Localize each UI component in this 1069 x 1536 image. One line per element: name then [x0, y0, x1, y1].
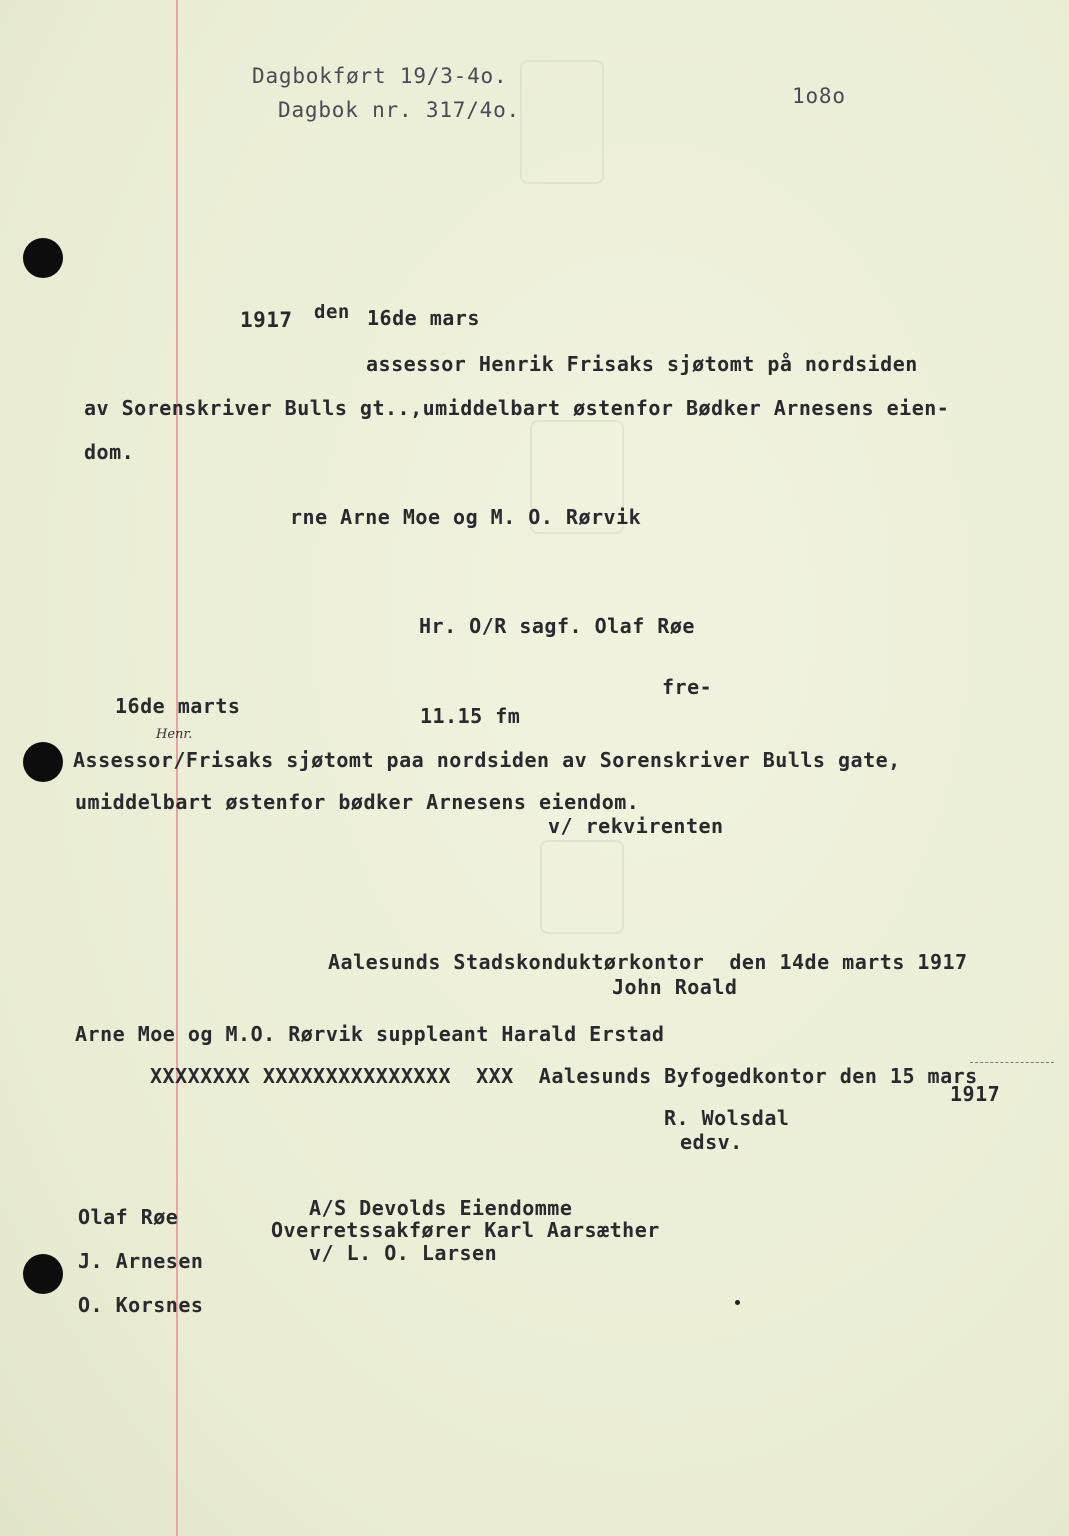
- ink-speck: [735, 1300, 740, 1305]
- witness-2: J. Arnesen: [78, 1249, 204, 1273]
- journal-date-stamp: Dagbokført 19/3-4o.: [252, 64, 508, 88]
- property-line-2: av Sorenskriver Bulls gt..,umiddelbart østenfor Bødker Arnesens eien-: [84, 396, 950, 420]
- requester-line: Hr. O/R sagf. Olaf Røe: [419, 614, 695, 638]
- dash-line: [970, 1062, 1054, 1063]
- journal-number-stamp: Dagbok nr. 317/4o.: [278, 98, 520, 122]
- punch-hole: [23, 1254, 63, 1294]
- entry-year: 1917: [240, 308, 293, 332]
- page-number: 1o8o: [792, 84, 846, 108]
- handwritten-note: Henr.: [156, 727, 193, 742]
- description-line-2: umiddelbart østenfor bødker Arnesens eiendom.: [75, 790, 640, 814]
- fre-word: fre-: [662, 675, 713, 699]
- witness-1: Olaf Røe: [78, 1205, 179, 1229]
- date-line-2: 16de marts: [115, 694, 241, 718]
- punch-hole: [23, 742, 63, 782]
- signer-2: R. Wolsdal: [664, 1106, 790, 1130]
- rekvirent-line: v/ rekvirenten: [548, 814, 724, 838]
- background-watermark: [520, 60, 604, 184]
- signer-1: John Roald: [612, 975, 738, 999]
- party-line-1: A/S Devolds Eiendomme: [309, 1196, 573, 1220]
- party-line-3: v/ L. O. Larsen: [309, 1241, 498, 1265]
- entry-den: den: [314, 301, 350, 323]
- entry-day: 16de mars: [367, 306, 480, 330]
- witness-3: O. Korsnes: [78, 1293, 204, 1317]
- time-line: 11.15 fm: [420, 704, 521, 728]
- background-watermark: [540, 840, 624, 934]
- description-line-1: Assessor/Frisaks sjøtomt paa nordsiden av Sorenskriver Bulls gate,: [73, 748, 901, 772]
- property-line-3: dom.: [84, 440, 135, 464]
- office-2-year: 1917: [950, 1082, 1001, 1106]
- office-line-2: XXXXXXXX XXXXXXXXXXXXXXX XXX Aalesunds Byfogedkontor den 15 mars: [150, 1064, 978, 1088]
- owners-line: rne Arne Moe og M. O. Rørvik: [290, 505, 642, 529]
- suppleant-line: Arne Moe og M.O. Rørvik suppleant Harald Erstad: [75, 1022, 665, 1046]
- office-line-1: Aalesunds Stadskonduktørkontor den 14de marts 1917: [328, 950, 968, 974]
- punch-hole: [23, 238, 63, 278]
- party-line-2: Overretssakfører Karl Aarsæther: [271, 1218, 660, 1242]
- signer-2-title: edsv.: [680, 1130, 743, 1154]
- property-line-1: assessor Henrik Frisaks sjøtomt på nordsiden: [366, 352, 918, 376]
